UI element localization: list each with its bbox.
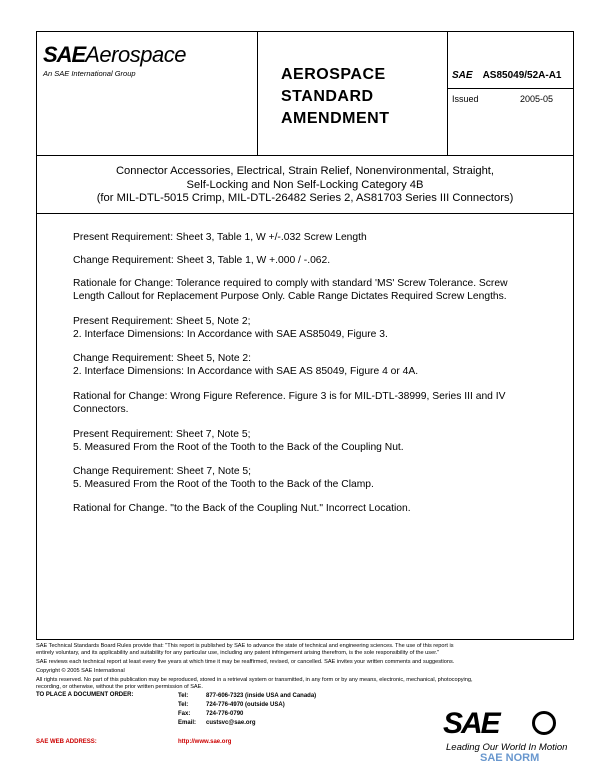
- paragraph-line: Rational for Change. "to the Back of the Coupling Nut." Incorrect Location.: [73, 503, 411, 514]
- logo-ring-icon: [532, 711, 556, 735]
- tagline: Leading Our World In Motion: [446, 742, 568, 753]
- paragraph: [73, 316, 543, 341]
- issued-row: [448, 88, 573, 155]
- paragraph: [73, 255, 543, 268]
- doc-number-cell: [448, 32, 573, 155]
- contact-value: 724-776-0790: [206, 711, 244, 717]
- paragraph-line: 5. Measured From the Root of the Tooth to the Back of the Coupling Nut.: [73, 441, 404, 453]
- paragraph-line: Length Callout for Replacement Purpose Only. Cable Range Dictates Required Screw Lengths.: [73, 290, 507, 302]
- paragraph-line: Present Requirement: Sheet 5, Note 2;: [73, 316, 251, 327]
- paragraph-line: Rationale for Change: Tolerance required to comply with standard 'MS' Screw Tolerance. Screw: [73, 278, 508, 289]
- footer-rules-line: SAE Technical Standards Board Rules provide that: "This report is published by SAE to advance the state of technical and engineering sciences. The use of this report is: [36, 643, 454, 649]
- paragraph-line: Change Requirement: Sheet 5, Note 2:: [73, 353, 252, 364]
- contact-value: 877-606-7323 (inside USA and Canada): [206, 693, 317, 699]
- subject-line: Self-Locking and Non Self-Locking Category 4B: [186, 178, 424, 191]
- sae-aerospace-logo: [43, 42, 186, 68]
- contact-key: Fax:: [178, 711, 191, 717]
- sae-centennial-logo: SAE: [443, 707, 499, 740]
- watermark: SAE NORM: [480, 752, 540, 764]
- paragraph: [73, 503, 543, 516]
- footer-rules-line: entirely voluntary, and its applicability and suitability for any particular use, including any patent infringement arising therefrom, is the sole responsibility of the user.": [36, 650, 440, 656]
- copyright-line: Copyright © 2005 SAE International: [36, 668, 125, 674]
- contact-key: Tel:: [178, 693, 189, 699]
- subject-line: (for MIL-DTL-5015 Crimp, MIL-DTL-26482 Series 2, AS81703 Series III Connectors): [96, 192, 514, 204]
- paragraph-line: Connectors.: [73, 403, 129, 415]
- web-address-label: SAE WEB ADDRESS:: [36, 739, 97, 745]
- paragraph: [73, 391, 543, 416]
- title-line-2: STANDARD: [281, 88, 374, 105]
- title-line-3: AMENDMENT: [281, 110, 390, 127]
- contact-value: 724-776-4970 (outside USA): [206, 702, 285, 708]
- paragraph-line: Change Requirement: Sheet 7, Note 5;: [73, 466, 252, 477]
- paragraph-line: Change Requirement: Sheet 3, Table 1, W +.000 / -.062.: [73, 255, 331, 266]
- contact-key: Tel:: [178, 702, 189, 708]
- paragraph: [73, 466, 543, 491]
- document-number: AS85049/52A-A1: [482, 70, 562, 81]
- mini-sae-logo: SAE: [452, 70, 473, 81]
- order-label: TO PLACE A DOCUMENT ORDER:: [36, 692, 134, 698]
- document-subject: [36, 156, 574, 214]
- logo-aerospace-text: Aerospace: [85, 42, 186, 67]
- logo-sae-text: SAE: [43, 42, 86, 67]
- paragraph-line: 2. Interface Dimensions: In Accordance with SAE AS85049, Figure 3.: [73, 328, 388, 340]
- subject-line: Connector Accessories, Electrical, Strain Relief, Nonenvironmental, Straight,: [115, 165, 495, 177]
- contact-key: Email:: [178, 720, 197, 726]
- amendment-body: [36, 214, 574, 640]
- rights-line: All rights reserved. No part of this publication may be reproduced, stored in a retrieval system or transmitted, in any form or by any means, electronic, mechanical, photocopying,: [36, 677, 473, 683]
- footer-review-line: SAE reviews each technical report at least every five years at which time it may be reaffirmed, revised, or cancelled. SAE invites your written comments and suggestions.: [36, 659, 455, 665]
- web-address-link[interactable]: http://www.sae.org: [178, 739, 232, 745]
- paragraph-line: 2. Interface Dimensions: In Accordance with SAE AS 85049, Figure 4 or 4A.: [73, 365, 419, 377]
- paragraph-line: 5. Measured From the Root of the Tooth to the Back of the Clamp.: [73, 478, 374, 490]
- paragraph: [73, 429, 543, 454]
- logo-cell: [37, 32, 258, 155]
- paragraph: [73, 353, 543, 378]
- paragraph: [73, 278, 543, 303]
- title-cell: [257, 32, 448, 155]
- contact-value: custsvc@sae.org: [206, 720, 256, 726]
- issued-label: Issued: [452, 94, 479, 104]
- document-header: [36, 31, 574, 156]
- paragraph-line: Rational for Change: Wrong Figure Reference. Figure 3 is for MIL-DTL-38999, Series III and IV: [73, 391, 506, 402]
- logo-subtitle: An SAE International Group: [43, 69, 136, 78]
- issued-date: 2005-05: [520, 94, 554, 104]
- paragraph-line: Present Requirement: Sheet 7, Note 5;: [73, 429, 251, 440]
- rights-line: recording, or otherwise, without the prior written permission of SAE.: [36, 684, 203, 690]
- paragraph-line: Present Requirement: Sheet 3, Table 1, W +/-.032 Screw Length: [73, 232, 367, 243]
- paragraph: [73, 232, 543, 245]
- title-line-1: AEROSPACE: [281, 66, 386, 83]
